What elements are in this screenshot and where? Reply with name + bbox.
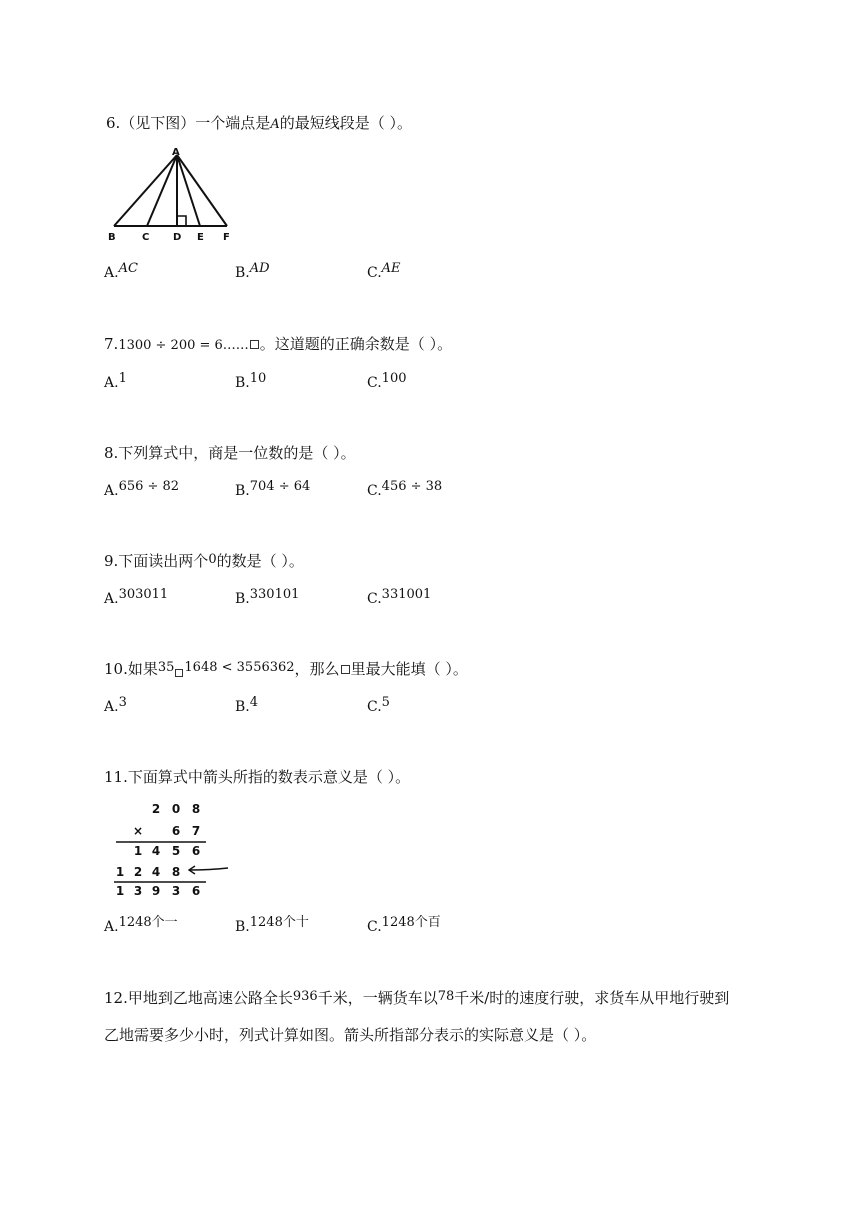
- question-7-stem: 7.1300 ÷ 200 = 6…… 。这道题的正确余数是（ ）。: [104, 335, 453, 353]
- q6-variable: A: [270, 117, 280, 132]
- svg-text:0: 0: [171, 802, 181, 816]
- label-b: B: [108, 232, 116, 243]
- svg-text:9: 9: [151, 884, 161, 898]
- q11-option-a[interactable]: A.1248个一: [104, 915, 178, 935]
- q6-stem-suffix: 的最短线段是（ ）。: [279, 114, 412, 132]
- svg-text:5: 5: [171, 844, 181, 858]
- blank-box: [175, 669, 183, 677]
- q6-stem-prefix: 6.（见下图）一个端点是: [106, 114, 271, 132]
- label-e: E: [197, 232, 204, 243]
- question-12-stem: 12.甲地到乙地高速公路全长936千米，一辆货车以78千米/时的速度行驶，求货车从甲地行驶到: [104, 989, 730, 1007]
- q7-option-a[interactable]: A.1: [104, 371, 127, 391]
- q7-option-b[interactable]: B.10: [235, 371, 267, 391]
- q8-option-b[interactable]: B.704 ÷ 64: [235, 479, 311, 499]
- segment-ac: [147, 155, 177, 226]
- label-d: D: [173, 232, 182, 243]
- svg-text:2: 2: [133, 865, 143, 879]
- arrow-shaft: [190, 868, 228, 870]
- q7-expression: 1300 ÷ 200 = 6: [118, 338, 223, 353]
- q9-option-c[interactable]: C.331001: [367, 587, 432, 607]
- q11-option-b[interactable]: B.1248个十: [235, 915, 309, 935]
- label-c: C: [142, 232, 150, 243]
- q6-option-c[interactable]: C.AE: [367, 261, 401, 281]
- svg-text:3: 3: [133, 884, 143, 898]
- question-8-stem: 8.下列算式中，商是一位数的是（ ）。: [104, 444, 356, 462]
- svg-text:6: 6: [191, 884, 201, 898]
- question-12-stem-line2: 乙地需要多少小时，列式计算如图。箭头所指部分表示的实际意义是（ ）。: [104, 1026, 597, 1044]
- question-9-stem: 9.下面读出两个0的数是（ ）。: [104, 552, 304, 570]
- q6-option-b[interactable]: B.AD: [235, 261, 270, 281]
- svg-text:1: 1: [133, 844, 143, 858]
- q8-option-c[interactable]: C.456 ÷ 38: [367, 479, 443, 499]
- svg-text:4: 4: [151, 844, 161, 858]
- answer-box: [250, 340, 259, 349]
- svg-text:6: 6: [171, 824, 181, 838]
- blank-box-ref: [341, 665, 350, 674]
- q9-option-a[interactable]: A.303011: [104, 587, 169, 607]
- q10-option-c[interactable]: C.5: [367, 695, 390, 715]
- label-a: A: [172, 147, 180, 158]
- multiply-sign: ×: [132, 824, 144, 838]
- question-11-stem: 11.下面算式中箭头所指的数表示意义是（ ）。: [104, 768, 411, 786]
- svg-text:4: 4: [151, 865, 161, 879]
- svg-text:8: 8: [191, 802, 201, 816]
- q7-option-c[interactable]: C.100: [367, 371, 407, 391]
- svg-text:1: 1: [115, 884, 125, 898]
- triangle-figure: [104, 144, 244, 244]
- q10-option-b[interactable]: B.4: [235, 695, 259, 715]
- q8-option-a[interactable]: A.656 ÷ 82: [104, 479, 180, 499]
- svg-text:3: 3: [171, 884, 181, 898]
- right-angle-mark: [177, 216, 186, 226]
- label-f: F: [223, 232, 230, 243]
- q6-option-a[interactable]: A.AC: [104, 261, 138, 281]
- svg-text:8: 8: [171, 865, 181, 879]
- q11-option-c[interactable]: C.1248个百: [367, 915, 441, 935]
- svg-text:7: 7: [191, 824, 201, 838]
- question-10-stem: 10.如果35 1648 < 3556362，那么 里最大能填（ ）。: [104, 660, 468, 678]
- q9-option-b[interactable]: B.330101: [235, 587, 300, 607]
- svg-text:2: 2: [151, 802, 161, 816]
- svg-text:1: 1: [115, 865, 125, 879]
- multiplication-figure: [110, 800, 235, 900]
- svg-text:6: 6: [191, 844, 201, 858]
- q10-option-a[interactable]: A.3: [104, 695, 127, 715]
- question-6-stem: [106, 112, 412, 133]
- segment-ab: [114, 155, 177, 226]
